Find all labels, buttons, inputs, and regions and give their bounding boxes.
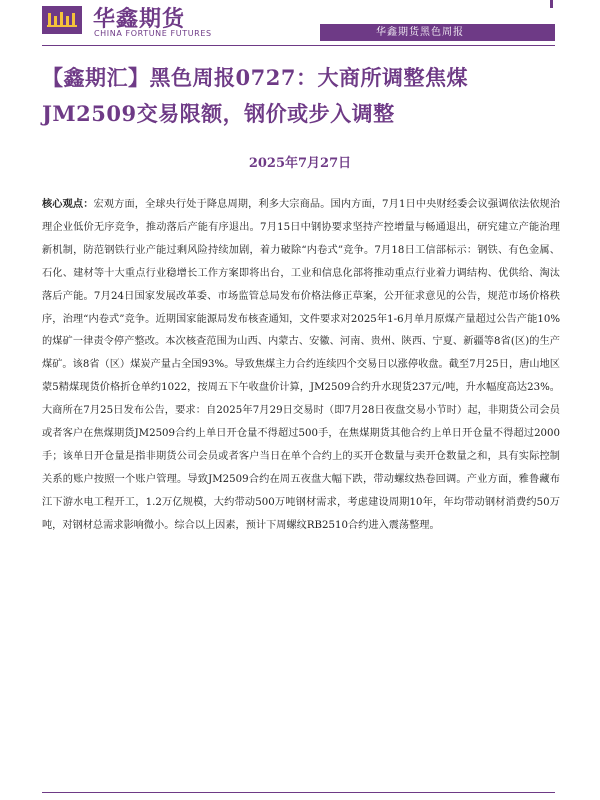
section-tag: 华鑫期货黑色周报 [376,27,464,38]
brand-name-cn: 华鑫期货 [93,7,186,32]
brand-name-en: CHINA FORTUNE FUTURES [94,29,212,38]
header-divider [42,45,555,46]
report-title: 【鑫期汇】黑色周报0727：大商所调整焦煤JM2509交易限额，钢价或步入调整 [42,65,468,126]
footer-divider [42,792,555,793]
core-view-label: 核心观点： [42,198,94,210]
logo-icon [42,6,82,34]
page-header [0,0,600,48]
logo-glyph-icon [46,10,78,30]
header-accent-mark [550,0,553,8]
core-view-paragraph [42,193,560,538]
report-date: 2025年7月27日 [248,156,352,171]
core-view-text: 宏观方面，全球央行处于降息周期，利多大宗商品。国内方面，7月1日中央财经委会议强调依法依规治理企业低价无序竞争，推动落后产能有序退出。7月15日中钢协要求坚持产控增量与畅通退出，研究建立产能治理新机制，防范钢铁行业产能过剩风险持续加剧，着力破除“内卷式”竞争。7月18日工信部标示：钢铁、有色金属、石化、建材等十大重点行业稳增长工作方案即将出台，工业和信息化部将推动重点行业着力调结构、优供给、淘汰落后产能。7月24日国家发展改革委、市场监管总局发布价格法修正草案，公开征求意见的公告，规范市场价格秩序，治理“内卷式”竞争。近期国家能源局发布核查通知，文件要求对2025年1-6月单月原煤产量超过公告产能10%的煤矿一律责令停产整改。本次核查范围为山西、内蒙古、安徽、河南、贵州、陕西、宁夏、新疆等8省(区)的生产煤矿。该8省（区）煤炭产量占全国93%。导致焦煤主力合约连续四个交易日以涨停收盘。截至7月25日，唐山地区蒙5精煤现货价格折仓单约1022，按周五下午收盘价计算，JM2509合约升水现货237元/吨，升水幅度高达23%。大商所在7月25日发布公告，要求：自2025年7月29日交易时（即7月28日夜盘交易小节时）起，非期货公司会员或者客户在焦煤期货JM2509合约上单日开仓量不得超过500手，在焦煤期货其他合约上单日开仓量不得超过2000手；该单日开仓量是指非期货公司会员或者客户当日在单个合约上的买开仓数量与卖开仓数量之和，具有实际控制关系的账户按照一个账户管理。导致JM2509合约在周五夜盘大幅下跌，带动螺纹热卷回调。产业方面，雅鲁藏布江下游水电工程开工，1.2万亿规模，大约带动500万吨钢材需求，考虑建设周期10年，年均带动钢材消费约50万吨，对钢材总需求影响微小。综合以上因素，预计下周螺纹RB2510合约进入震荡整理。 [42,199,560,531]
